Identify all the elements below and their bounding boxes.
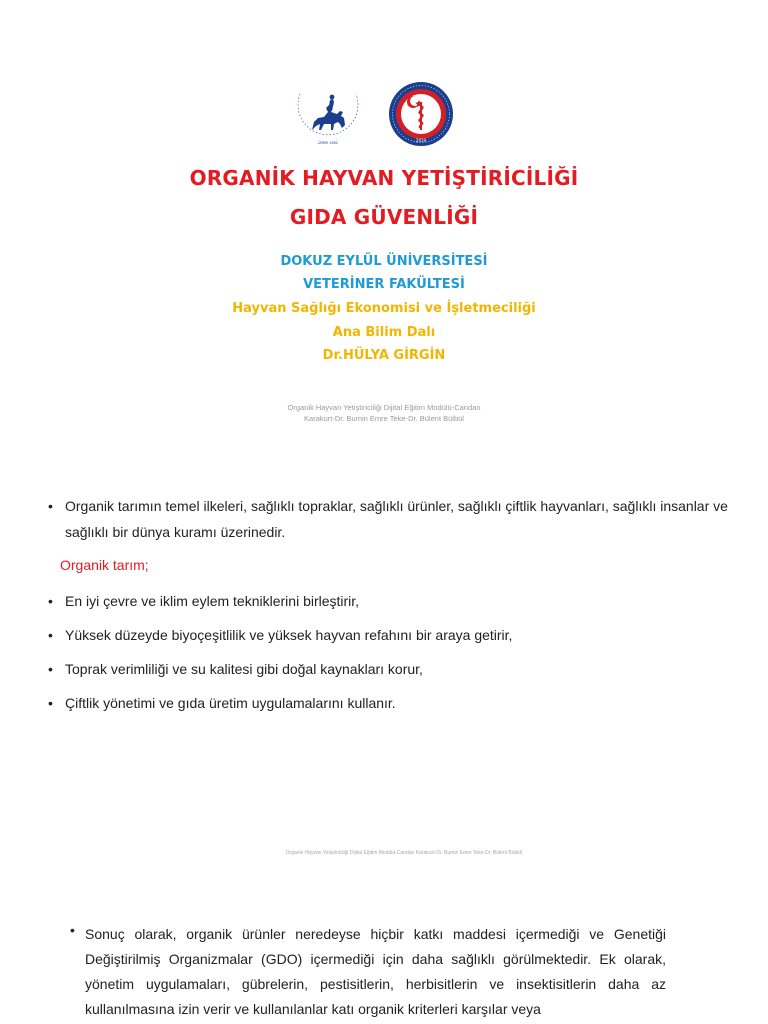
list-item <box>48 622 728 648</box>
dokuz-eylul-university-logo <box>290 78 366 150</box>
veterinary-faculty-logo <box>386 78 456 150</box>
list-item-text: Yüksek düzeyde biyoçeşitlilik ve yüksek hayvan refahını bir araya getirir, <box>65 627 513 643</box>
slide-footer: Organik Hayvan Yetiştiriciliği Dijital Eğitim Modülü-Candan Karakurt-Dr. Bumin Emre Teke-Dr. Bülent Bülbül <box>285 850 523 856</box>
organic-farming-label: Organik tarım; <box>60 557 149 573</box>
bullet-dot: • <box>48 627 53 643</box>
bullet-dot: • <box>70 922 75 938</box>
logo-year-text: 2019 <box>415 138 427 143</box>
faculty-name: VETERİNER FAKÜLTESİ <box>303 277 465 292</box>
division-name: Ana Bilim Dalı <box>332 325 436 340</box>
intro-bullet <box>48 493 728 545</box>
bullet-dot: • <box>48 498 53 514</box>
main-title-line2: GIDA GÜVENLİĞİ <box>289 205 479 229</box>
credit-line-2: Karakurt-Dr. Bumin Emre Teke-Dr. Bülent Bülbül <box>304 414 464 423</box>
conclusion-text: Sonuç olarak, organik ürünler neredeyse hiçbir katkı maddesi içermediği ve Genetiği Değiştirilmiş Organizmalar (GDO) içermediği için daha sağlıklı görülmektedir. Ek olarak, yönetim uygulamaları, gübrelerin, pestisitlerin, herbisitlerin ve insektisitlerin daha az kullanılmasına izin verir ve kullanılanlar katı organik kriterleri karşılar veya <box>85 926 666 1017</box>
logo-year-text: İZMİR 1982 <box>318 141 338 145</box>
list-item-text: En iyi çevre ve iklim eylem tekniklerini birleştirir, <box>65 593 360 609</box>
bullet-dot: • <box>48 695 53 711</box>
main-title-line1: ORGANİK HAYVAN YETİŞTİRİCİLİĞİ <box>189 166 579 190</box>
list-item <box>48 588 728 614</box>
list-item-text: Toprak verimliliği ve su kalitesi gibi doğal kaynakları korur, <box>65 661 423 677</box>
credit-line-1: Organik Hayvan Yetiştiriciliği Dijital Eğitim Modülü-Candan <box>287 403 481 412</box>
bullet-dot: • <box>48 661 53 677</box>
list-item-text: Çiftlik yönetimi ve gıda üretim uygulamalarını kullanır. <box>65 695 396 711</box>
bullet-dot: • <box>48 593 53 609</box>
intro-text: Organik tarımın temel ilkeleri, sağlıklı topraklar, sağlıklı ürünler, sağlıklı çiftlik hayvanları, sağlıklı insanlar ve sağlıklı bir dünya kuramı üzerinedir. <box>65 498 728 540</box>
conclusion-bullet <box>70 922 666 1022</box>
list-item <box>48 656 728 682</box>
department-name: Hayvan Sağlığı Ekonomisi ve İşletmeciliği <box>232 301 536 316</box>
university-name: DOKUZ EYLÜL ÜNİVERSİTESİ <box>280 254 488 269</box>
author-name: Dr.HÜLYA GİRGİN <box>322 348 446 363</box>
list-item <box>48 690 728 716</box>
